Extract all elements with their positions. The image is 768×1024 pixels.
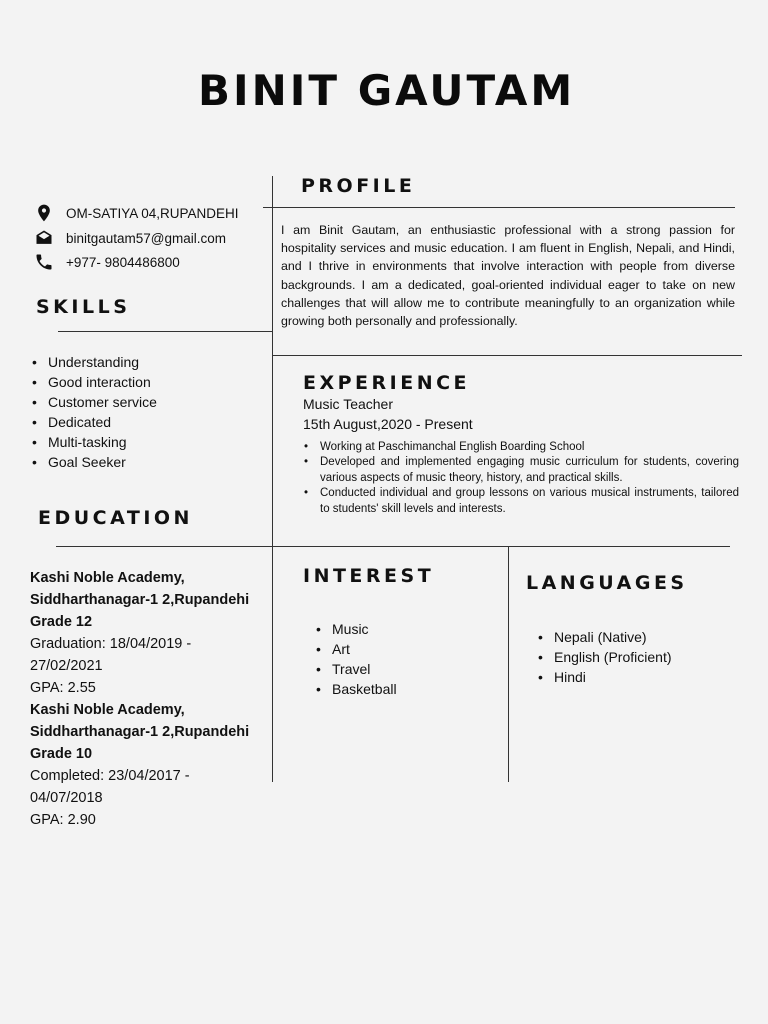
experience-role: Music Teacher xyxy=(303,396,394,412)
education-heading: EDUCATION xyxy=(38,507,193,529)
divider-profile xyxy=(263,207,735,208)
profile-paragraph: I am Binit Gautam, an enthusiastic professional with a strong passion for hospitality services and music education. I am fluent in English, Nepali, and Hindi, and I thrive in environments that involve interaction with people from diverse backgrounds. I am a dedicated, goal-oriented individual eager to take on new challenges that will allow me to contribute meaningfully to an organization while growing both personally and professionally. xyxy=(281,223,735,329)
experience-dates: 15th August,2020 - Present xyxy=(303,416,473,432)
experience-bullet: • Conducted individual and group lessons on various musical instruments, tailored to students' skill levels and interests. xyxy=(302,486,739,517)
phone-icon xyxy=(34,252,54,272)
skills-heading: SKILLS xyxy=(36,296,131,318)
phone-text[interactable]: +977- 9804486800 xyxy=(66,254,180,270)
languages-list xyxy=(536,627,736,687)
contact-phone[interactable] xyxy=(34,252,180,272)
language-item: • English (Proficient) xyxy=(536,647,736,667)
email-text[interactable]: binitgautam57@gmail.com xyxy=(66,230,227,246)
education-date: 04/07/2018 xyxy=(30,790,103,806)
skills-list xyxy=(30,352,260,472)
vertical-divider-main xyxy=(272,176,273,782)
location-icon xyxy=(34,203,54,223)
experience-bullet: • Working at Paschimanchal English Boarding School xyxy=(302,440,739,455)
education-date: Completed: 23/04/2017 - xyxy=(30,768,190,784)
divider-education xyxy=(56,546,730,547)
interest-item: • Music xyxy=(314,619,494,639)
experience-heading: EXPERIENCE xyxy=(303,372,471,394)
experience-bullets xyxy=(302,440,739,517)
interest-item: • Travel xyxy=(314,659,494,679)
skill-item: • Customer service xyxy=(30,392,260,412)
language-item: • Hindi xyxy=(536,667,736,687)
education-grade: Grade 10 xyxy=(30,746,93,762)
languages-heading: LANGUAGES xyxy=(526,572,688,594)
education-list xyxy=(30,567,270,831)
education-date: 27/02/2021 xyxy=(30,658,103,674)
skill-item: • Dedicated xyxy=(30,412,260,432)
address-text: OM-SATIYA 04,RUPANDEHI xyxy=(66,205,239,221)
skill-item: • Goal Seeker xyxy=(30,452,260,472)
email-icon xyxy=(34,228,54,248)
skill-item: • Multi-tasking xyxy=(30,432,260,452)
interest-heading: INTEREST xyxy=(303,565,435,587)
divider-experience xyxy=(272,355,742,356)
contact-address xyxy=(34,203,239,223)
education-school: Kashi Noble Academy, xyxy=(30,702,185,718)
language-item: • Nepali (Native) xyxy=(536,627,736,647)
interest-item: • Basketball xyxy=(314,679,494,699)
education-date: Graduation: 18/04/2019 - xyxy=(30,636,192,652)
profile-heading: PROFILE xyxy=(301,175,416,197)
education-location: Siddharthanagar-1 2,Rupandehi xyxy=(30,724,250,740)
education-school: Kashi Noble Academy, xyxy=(30,570,185,586)
education-gpa: GPA: 2.55 xyxy=(30,680,96,696)
interest-item: • Art xyxy=(314,639,494,659)
education-entry xyxy=(30,567,270,699)
interest-list xyxy=(314,619,494,699)
skill-item: • Good interaction xyxy=(30,372,260,392)
education-grade: Grade 12 xyxy=(30,614,93,630)
education-entry xyxy=(30,699,270,831)
resume-name: BINIT GAUTAM xyxy=(198,66,576,115)
skill-item: • Understanding xyxy=(30,352,260,372)
education-gpa: GPA: 2.90 xyxy=(30,812,96,828)
divider-skills xyxy=(58,331,272,332)
contact-email[interactable] xyxy=(34,228,226,248)
vertical-divider-interest-languages xyxy=(508,547,509,782)
experience-bullet: • Developed and implemented engaging music curriculum for students, covering various aspects of music theory, history, and practical skills. xyxy=(302,455,739,486)
education-location: Siddharthanagar-1 2,Rupandehi xyxy=(30,592,250,608)
